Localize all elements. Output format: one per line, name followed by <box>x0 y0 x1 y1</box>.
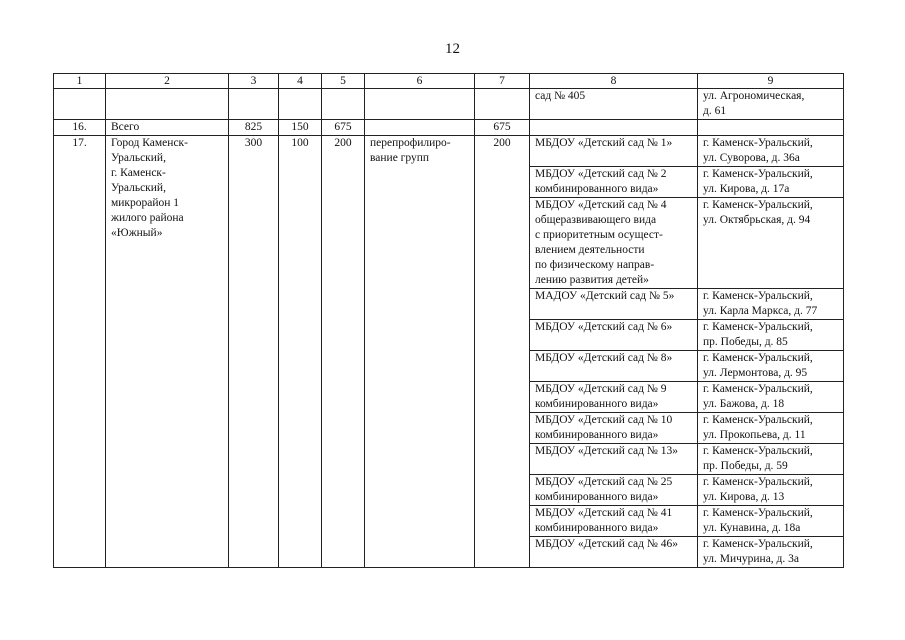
value-col7: 200 <box>475 136 530 568</box>
facility-name: сад № 405 <box>530 89 698 120</box>
facility-address: г. Каменск-Уральский, пр. Победы, д. 59 <box>698 444 844 475</box>
facility-name: МБДОУ «Детский сад № 1» <box>530 136 698 167</box>
col-number: 4 <box>279 74 322 89</box>
facility-name: МБДОУ «Детский сад № 41 комбинированного вида» <box>530 506 698 537</box>
facility-name: МБДОУ «Детский сад № 10 комбинированного вида» <box>530 413 698 444</box>
facility-address: г. Каменск-Уральский, пр. Победы, д. 85 <box>698 320 844 351</box>
facility-name: МБДОУ «Детский сад № 25 комбинированного вида» <box>530 475 698 506</box>
row-number: 16. <box>54 120 106 136</box>
value-col7: 675 <box>475 120 530 136</box>
empty-cell <box>279 89 322 120</box>
facility-address: г. Каменск-Уральский, ул. Кунавина, д. 18а <box>698 506 844 537</box>
col-number: 2 <box>106 74 229 89</box>
facility-address: г. Каменск-Уральский, ул. Лермонтова, д. 95 <box>698 351 844 382</box>
value-col5: 675 <box>322 120 365 136</box>
facility-address: г. Каменск-Уральский, ул. Октябрьская, д. 94 <box>698 198 844 289</box>
empty-cell <box>322 89 365 120</box>
row-number: 17. <box>54 136 106 568</box>
facility-address: ул. Агрономическая, д. 61 <box>698 89 844 120</box>
value-col5: 200 <box>322 136 365 568</box>
facility-address: г. Каменск-Уральский, ул. Суворова, д. 36а <box>698 136 844 167</box>
empty-cell <box>698 120 844 136</box>
facility-address: г. Каменск-Уральский, ул. Карла Маркса, д. 77 <box>698 289 844 320</box>
facility-name: МБДОУ «Детский сад № 13» <box>530 444 698 475</box>
place-name: Город Каменск- Уральский, г. Каменск- Уральский, микрорайон 1 жилого района «Южный» <box>106 136 229 568</box>
col-number: 9 <box>698 74 844 89</box>
facilities-table <box>53 73 844 568</box>
row-17 <box>54 136 844 167</box>
facility-address: г. Каменск-Уральский, ул. Кирова, д. 17а <box>698 167 844 198</box>
value-col4: 150 <box>279 120 322 136</box>
facility-address: г. Каменск-Уральский, ул. Прокопьева, д. 11 <box>698 413 844 444</box>
column-number-row <box>54 74 844 89</box>
value-col3: 825 <box>229 120 279 136</box>
empty-cell <box>475 89 530 120</box>
facility-address: г. Каменск-Уральский, ул. Кирова, д. 13 <box>698 475 844 506</box>
page-number: 12 <box>445 41 460 57</box>
facility-address: г. Каменск-Уральский, ул. Мичурина, д. 3а <box>698 537 844 568</box>
empty-cell <box>530 120 698 136</box>
continuation-row <box>54 89 844 120</box>
empty-cell <box>365 120 475 136</box>
facility-name: МБДОУ «Детский сад № 2 комбинированного вида» <box>530 167 698 198</box>
col-number: 7 <box>475 74 530 89</box>
measure-description: перепрофилиро- вание групп <box>365 136 475 568</box>
facility-name: МБДОУ «Детский сад № 9 комбинированного вида» <box>530 382 698 413</box>
empty-cell <box>229 89 279 120</box>
facility-name: МБДОУ «Детский сад № 8» <box>530 351 698 382</box>
col-number: 5 <box>322 74 365 89</box>
total-label: Всего <box>106 120 229 136</box>
facility-name: МБДОУ «Детский сад № 4 общеразвивающего вида с приоритетным осущест- влением деятельности по физическому направ- лению развития детей» <box>530 198 698 289</box>
facility-name: МБДОУ «Детский сад № 46» <box>530 537 698 568</box>
col-number: 6 <box>365 74 475 89</box>
value-col3: 300 <box>229 136 279 568</box>
col-number: 3 <box>229 74 279 89</box>
total-row <box>54 120 844 136</box>
empty-cell <box>106 89 229 120</box>
facility-address: г. Каменск-Уральский, ул. Бажова, д. 18 <box>698 382 844 413</box>
facility-name: МАДОУ «Детский сад № 5» <box>530 289 698 320</box>
col-number: 1 <box>54 74 106 89</box>
value-col4: 100 <box>279 136 322 568</box>
empty-cell <box>54 89 106 120</box>
facility-name: МБДОУ «Детский сад № 6» <box>530 320 698 351</box>
col-number: 8 <box>530 74 698 89</box>
empty-cell <box>365 89 475 120</box>
